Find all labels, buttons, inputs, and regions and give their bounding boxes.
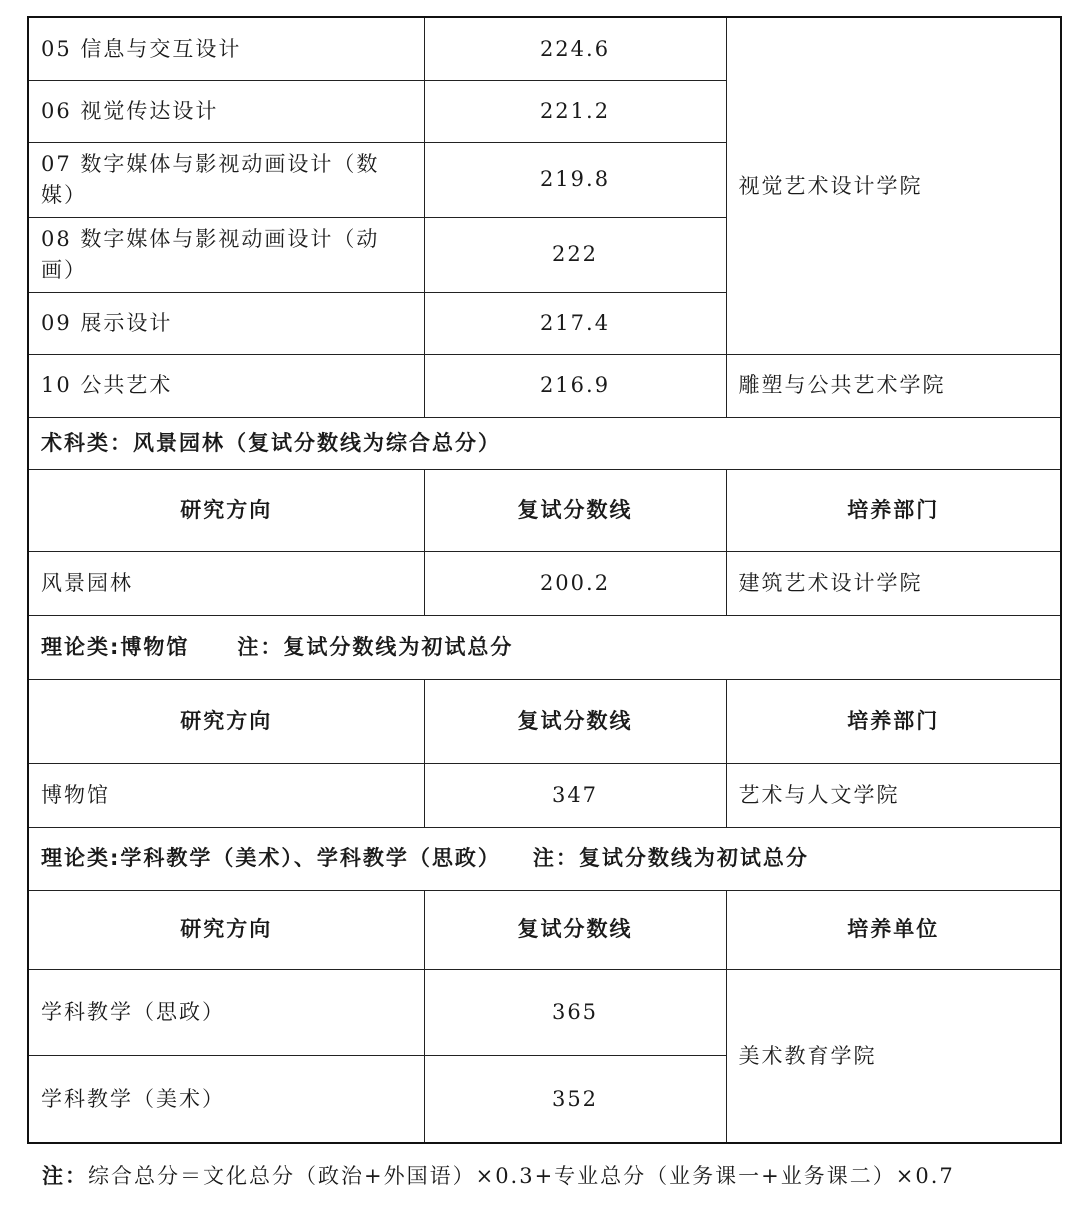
table-row	[28, 969, 1061, 1055]
column-header: 复试分数线	[424, 469, 726, 551]
column-header: 培养部门	[726, 679, 1061, 763]
footnote-label: 注：	[42, 1164, 88, 1188]
column-header: 复试分数线	[424, 679, 726, 763]
column-header: 研究方向	[28, 890, 424, 969]
section-title-text: 理论类:博物馆	[41, 634, 190, 659]
section-title-text: 理论类:学科教学（美术）、学科教学（思政）	[41, 846, 501, 871]
direction-cell: 10 公共艺术	[28, 354, 424, 417]
score-cell: 352	[424, 1055, 726, 1143]
score-cell: 365	[424, 969, 726, 1055]
column-header: 培养部门	[726, 469, 1061, 551]
score-cell: 347	[424, 763, 726, 827]
section-note: 注：复试分数线为初试总分	[532, 846, 809, 871]
table-row	[28, 17, 1061, 80]
section-row-museum	[28, 615, 1061, 679]
score-cell: 221.2	[424, 80, 726, 142]
direction-cell: 05 信息与交互设计	[28, 17, 424, 80]
header-row	[28, 679, 1061, 763]
score-table	[27, 16, 1062, 1144]
score-cell: 217.4	[424, 292, 726, 354]
direction-cell: 学科教学（思政）	[28, 969, 424, 1055]
score-cell: 216.9	[424, 354, 726, 417]
dept-cell: 雕塑与公共艺术学院	[726, 354, 1061, 417]
header-row	[28, 890, 1061, 969]
section-title	[28, 827, 1061, 890]
score-cell: 224.6	[424, 17, 726, 80]
section-row-teaching	[28, 827, 1061, 890]
direction-cell: 09 展示设计	[28, 292, 424, 354]
table-row	[28, 763, 1061, 827]
column-header: 培养单位	[726, 890, 1061, 969]
dept-cell: 艺术与人文学院	[726, 763, 1061, 827]
header-row	[28, 469, 1061, 551]
score-cell: 222	[424, 217, 726, 292]
direction-cell: 08 数字媒体与影视动画设计（动画）	[28, 217, 424, 292]
section-title: 术科类：风景园林（复试分数线为综合总分）	[28, 417, 1061, 469]
column-header: 研究方向	[28, 469, 424, 551]
direction-cell: 学科教学（美术）	[28, 1055, 424, 1143]
score-cell: 219.8	[424, 142, 726, 217]
direction-cell: 07 数字媒体与影视动画设计（数媒）	[28, 142, 424, 217]
direction-cell: 博物馆	[28, 763, 424, 827]
direction-cell: 风景园林	[28, 551, 424, 615]
column-header: 研究方向	[28, 679, 424, 763]
section-title	[28, 615, 1061, 679]
section-row-landscape	[28, 417, 1061, 469]
section-note: 注：复试分数线为初试总分	[237, 634, 514, 659]
score-cell: 200.2	[424, 551, 726, 615]
dept-cell: 建筑艺术设计学院	[726, 551, 1061, 615]
column-header: 复试分数线	[424, 890, 726, 969]
footnote	[42, 1160, 955, 1190]
table-row	[28, 551, 1061, 615]
dept-cell: 视觉艺术设计学院	[726, 17, 1061, 354]
table-row	[28, 354, 1061, 417]
direction-cell: 06 视觉传达设计	[28, 80, 424, 142]
dept-cell: 美术教育学院	[726, 969, 1061, 1143]
footnote-text: 综合总分＝文化总分（政治+外国语）×0.3+专业总分（业务课一+业务课二）×0.7	[88, 1164, 955, 1188]
